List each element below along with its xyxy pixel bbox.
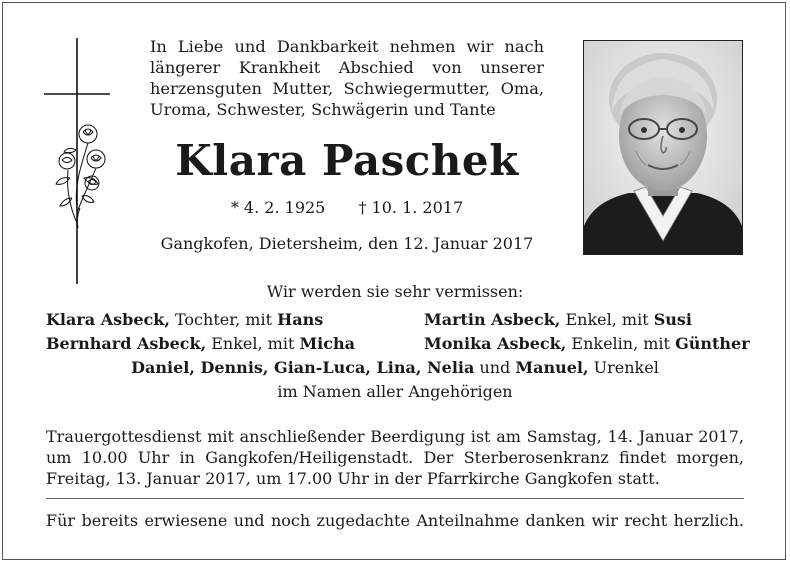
relative-entry	[424, 334, 750, 354]
great-grandchildren-entry	[46, 358, 744, 378]
service-line: Trauergottesdienst mit anschließender Beerdigung ist am Samstag, 14. Januar 2017,	[46, 427, 744, 446]
relative-relation: Enkel, mit	[560, 310, 654, 329]
intro-line: herzensguten Mutter, Schwiegermutter, Oma,	[150, 79, 544, 98]
intro-line: Uroma, Schwester, Schwägerin und Tante	[150, 100, 496, 119]
relative-relation: Tochter, mit	[169, 310, 278, 329]
service-info	[46, 426, 744, 489]
great-grandchildren-names: Daniel, Dennis, Gian-Luca, Lina, Nelia	[131, 358, 475, 377]
intro-line: In Liebe und Dankbarkeit nehmen wir nach	[150, 37, 544, 56]
birth-date: * 4. 2. 1925	[230, 198, 326, 217]
relative-entry	[46, 310, 323, 330]
life-dates	[150, 198, 544, 218]
intro-text	[150, 36, 544, 120]
thanks-line: Für bereits erwiesene und noch zugedachte Anteilnahme danken wir recht herzlich.	[46, 511, 744, 530]
miss-line: Wir werden sie sehr vermissen:	[266, 282, 524, 301]
relative-partner: Susi	[653, 310, 692, 329]
relative-name: Martin Asbeck,	[424, 310, 561, 329]
service-line: um 10.00 Uhr in Gangkofen/Heiligenstadt. Der Sterberosenkranz findet morgen,	[46, 448, 744, 467]
relative-name: Monika Asbeck,	[424, 334, 567, 353]
intro-line: längerer Krankheit Abschied von unserer	[150, 58, 544, 77]
portrait-photo	[583, 40, 743, 255]
service-line: Freitag, 13. Januar 2017, um 17.00 Uhr in der Pfarrkirche Gangkofen statt.	[46, 469, 660, 488]
relative-name: Klara Asbeck,	[46, 310, 170, 329]
relative-partner: Micha	[299, 334, 355, 353]
relative-relation: Enkelin, mit	[566, 334, 676, 353]
death-date: † 10. 1. 2017	[358, 198, 464, 217]
relative-name: Bernhard Asbeck,	[46, 334, 207, 353]
relative-entry	[424, 310, 692, 330]
great-grandchildren-und: und	[474, 358, 516, 377]
on-behalf-line: im Namen aller Angehörigen	[277, 382, 513, 401]
relative-relation: Enkel, mit	[206, 334, 300, 353]
great-grandchildren-relation: Urenkel	[588, 358, 659, 377]
relative-partner: Günther	[675, 334, 750, 353]
divider	[46, 498, 744, 499]
relative-partner: Hans	[277, 310, 324, 329]
cross-with-roses-icon	[40, 38, 120, 284]
portrait-illustration	[584, 41, 742, 254]
deceased-name: Klara Paschek	[175, 136, 519, 185]
place-date: Gangkofen, Dietersheim, den 12. Januar 2017	[160, 234, 534, 253]
relative-entry	[46, 334, 355, 354]
great-grandchildren-last: Manuel,	[515, 358, 589, 377]
